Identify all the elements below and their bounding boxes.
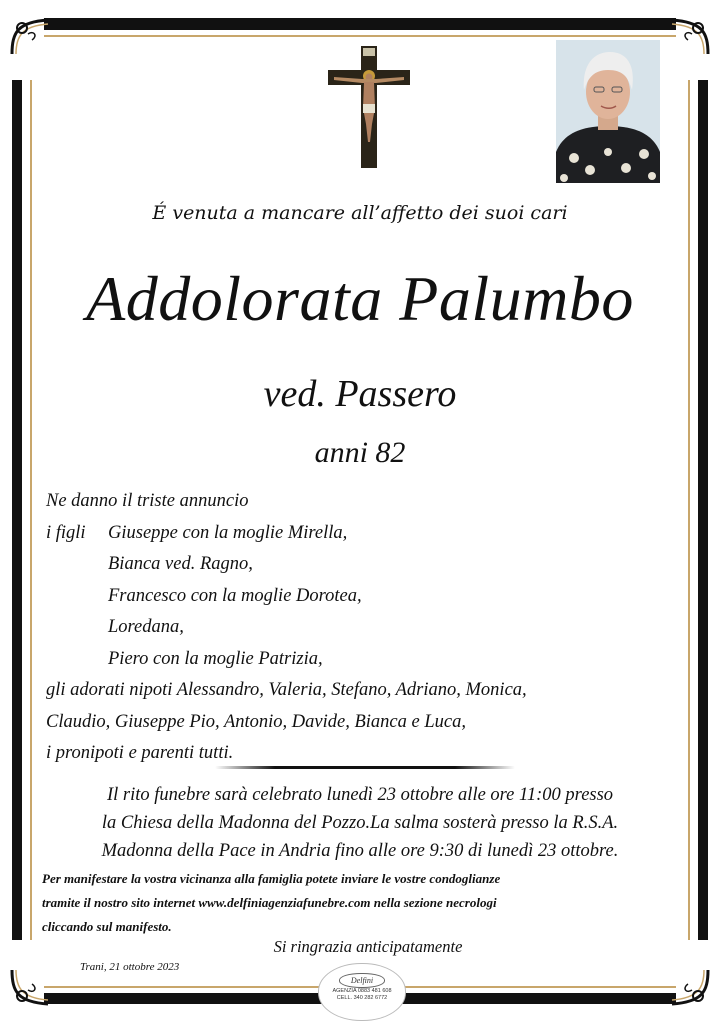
announcement-block xyxy=(46,486,666,770)
age-text: anni 82 xyxy=(314,436,406,469)
announcement-closing: i pronipoti e parenti tutti. xyxy=(46,743,234,763)
announcement-opening: Ne danno il triste annuncio xyxy=(46,491,249,511)
rite-line: Madonna della Pace in Andria fino alle ore 9:30 di lunedì 23 ottobre. xyxy=(101,841,619,861)
notice-line: tramite il nostro sito internet www.delfiniagenziafunebre.com nella sezione necrologi xyxy=(42,895,497,910)
agency-brand: Delfini xyxy=(339,973,385,988)
child-name: Bianca ved. Ragno, xyxy=(108,554,253,574)
widow-of-text: ved. Passero xyxy=(263,373,457,415)
thanks-text: Si ringrazia anticipatamente xyxy=(273,937,463,956)
child-name: Giuseppe con la moglie Mirella, xyxy=(108,522,348,543)
children-first-line xyxy=(46,518,666,550)
condolences-notice xyxy=(42,867,682,939)
child-name: Piero con la moglie Patrizia, xyxy=(108,648,323,669)
ornament-top-right-icon xyxy=(668,14,712,58)
rite-line: la Chiesa della Madonna del Pozzo.La salma sosterà presso la R.S.A. xyxy=(101,813,619,833)
rite-line: Il rito funebre sarà celebrato lunedì 23 ottobre alle ore 11:00 presso xyxy=(106,785,614,805)
crucifix-icon xyxy=(328,46,410,168)
deceased-name: Addolorata Palumbo xyxy=(86,263,634,334)
frame-top-gold-line xyxy=(44,35,676,37)
intro-text: É venuta a mancare all’affetto dei suoi cari xyxy=(152,202,568,224)
notice-line: Per manifestare la vostra vicinanza alla famiglia potete inviare le vostre condoglianze xyxy=(42,871,501,886)
agency-phone: AGENZIA 0883 481 608 xyxy=(332,988,392,994)
rite-details xyxy=(40,781,680,865)
portrait-figure-icon xyxy=(556,40,660,183)
notice-line: cliccando sul manifesto. xyxy=(42,919,172,934)
ornament-bottom-right-icon xyxy=(668,966,712,1010)
agency-logo[interactable] xyxy=(318,963,406,1021)
child-name: Francesco con la moglie Dorotea, xyxy=(108,585,362,606)
children-label: i figli xyxy=(46,522,86,543)
child-name: Loredana, xyxy=(108,617,184,637)
place-date: Trani, 21 ottobre 2023 xyxy=(80,961,180,973)
grandchildren-line: gli adorati nipoti Alessandro, Valeria, Stefano, Adriano, Monica, xyxy=(46,680,527,700)
grandchildren-line: Claudio, Giuseppe Pio, Antonio, Davide, Bianca e Luca, xyxy=(46,711,466,732)
ornament-bottom-left-icon xyxy=(8,966,52,1010)
portrait-photo xyxy=(556,40,660,183)
agency-cell: CELL. 340 282 6772 xyxy=(336,995,388,1001)
frame-top-bar xyxy=(44,18,676,30)
ornament-top-left-icon xyxy=(8,14,52,58)
section-divider xyxy=(215,766,515,769)
